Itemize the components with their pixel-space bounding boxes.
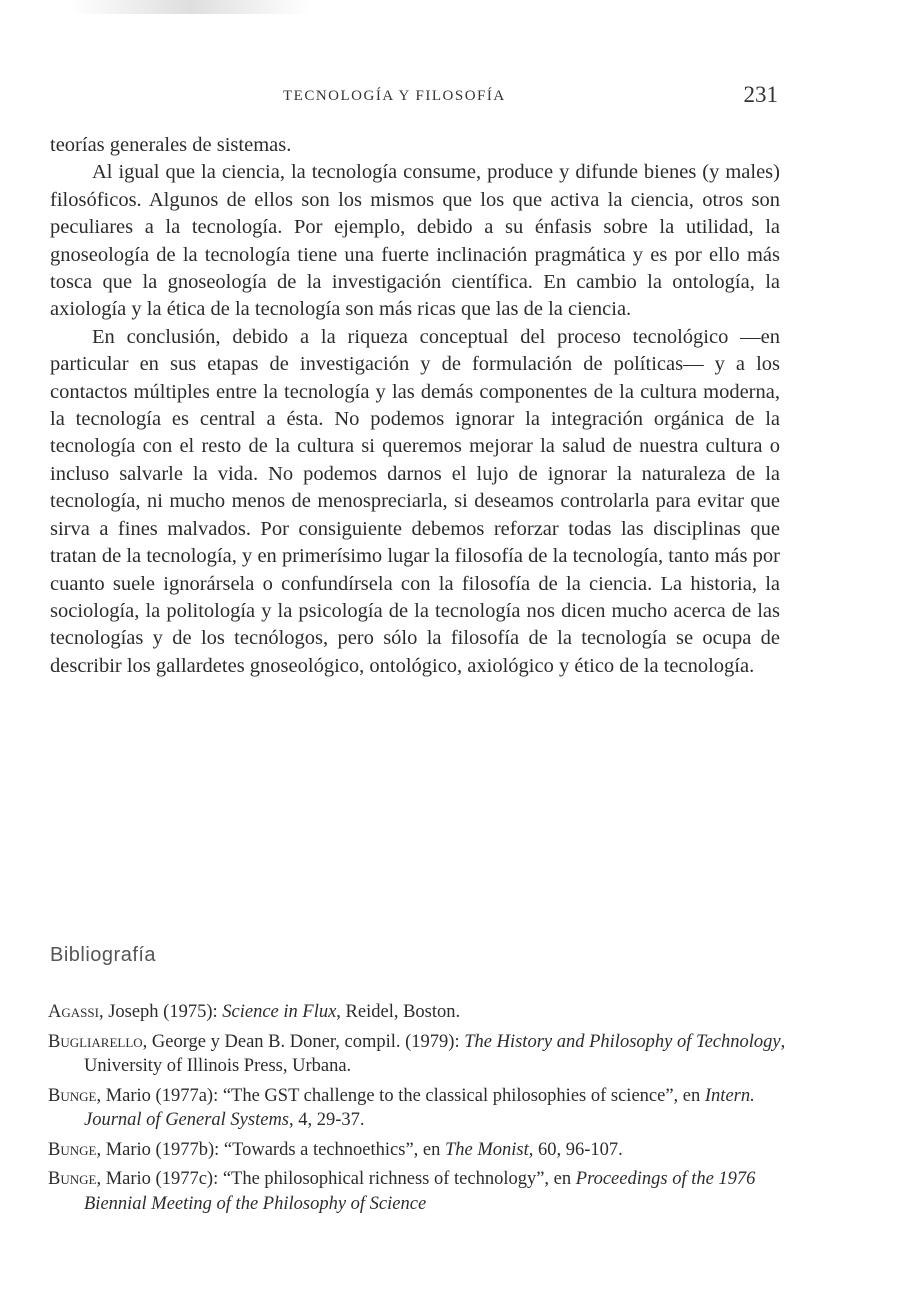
entry-publisher: , 4, 29-37. — [289, 1110, 365, 1130]
bibliography-entry — [48, 1030, 788, 1079]
entry-publisher: , University of Illinois Press, Urbana. — [84, 1031, 786, 1076]
entry-title: The Monist — [445, 1139, 529, 1160]
paragraph: En conclusión, debido a la riqueza conceptual del proceso tecnológico —en particular en sus etapas de investigación y de formulación de políticas— y a los contactos múltiples entre la tecnología y las demás componentes de la cultura moderna, la tecnología es central a ésta. No podemos ignorar la integración orgánica de la tecnología con el resto de la cultura si queremos mejorar la salud de nuestra cultura o incluso salvarle la vida. No podemos darnos el lujo de ignorar la naturaleza de la tecnología, ni mucho menos de menospreciarla, si deseamos controlarla para evitar que sirva a fines malvados. Por consiguiente debemos reforzar todas las disciplinas que tratan de la tecnología, y en primerísimo lugar la filosofía de la tecnología, tanto más por cuanto suele ignorársela o confundírsela con la filosofía de la ciencia. La historia, la sociología, la politología y la psicología de la tecnología nos dicen mucho acerca de las tecnologías y de los tecnólogos, pero sólo la filosofía de la tecnología se ocupa de describir los gallardetes gnoseológico, ontológico, axiológico y ético de la tecnología. — [50, 325, 780, 677]
entry-author: Bunge — [48, 1085, 97, 1106]
body-text — [50, 132, 780, 680]
entry-author: Bugliarello — [48, 1031, 143, 1052]
entry-author: Agassi — [48, 1002, 99, 1022]
entry-publisher: , Reidel, Boston. — [336, 1002, 461, 1022]
bibliography-entry — [48, 1167, 788, 1216]
entry-title: Proceedings of the 1976 Biennial Meeting of the Philosophy of Science — [84, 1169, 756, 1214]
entry-details: , Mario (1977b): “Towards a technoethics”, en — [96, 1139, 445, 1160]
entry-author: Bunge — [48, 1169, 97, 1189]
page-number: 231 — [743, 82, 778, 107]
bibliography-list — [48, 1000, 788, 1221]
bibliography-entry — [48, 1084, 788, 1133]
entry-details: , Mario (1977c): “The philosophical richness of technology”, en — [96, 1169, 576, 1189]
paragraph: Al igual que la ciencia, la tecnología consume, produce y difunde bienes (y males) filosóficos. Algunos de ellos son los mismos que los que activa la ciencia, otros son peculiares a la tecnología. Por ejemplo, debido a su énfasis sobre la utilidad, la gnoseología de la tecnología tiene una fuerte inclinación pragmática y es por ello más tosca que la gnoseología de la investigación científica. En cambio la ontología, la axiología y la ética de la tecnología son más ricas que las de la ciencia. — [50, 161, 780, 321]
page-header — [0, 82, 904, 112]
entry-title: Intern. Journal of General Systems — [84, 1085, 755, 1130]
entry-title: The History and Philosophy of Technology — [464, 1031, 781, 1052]
entry-details: , Joseph (1975): — [98, 1002, 223, 1022]
entry-title: Science in Flux — [222, 1002, 337, 1022]
bibliography-heading: Bibliografía — [50, 944, 157, 966]
scan-smudge — [70, 0, 310, 14]
entry-details: , Mario (1977a): “The GST challenge to the classical philosophies of science”, en — [96, 1085, 705, 1106]
entry-details: , George y Dean B. Doner, compil. (1979): — [142, 1031, 465, 1052]
entry-author: Bunge — [48, 1139, 97, 1160]
running-title: TECNOLOGÍA Y FILOSOFÍA — [283, 88, 506, 104]
bibliography-entry — [48, 1138, 788, 1163]
entry-publisher: , 60, 96-107. — [528, 1139, 623, 1160]
bibliography-entry — [48, 1000, 788, 1025]
paragraph: teorías generales de sistemas. — [50, 134, 292, 156]
